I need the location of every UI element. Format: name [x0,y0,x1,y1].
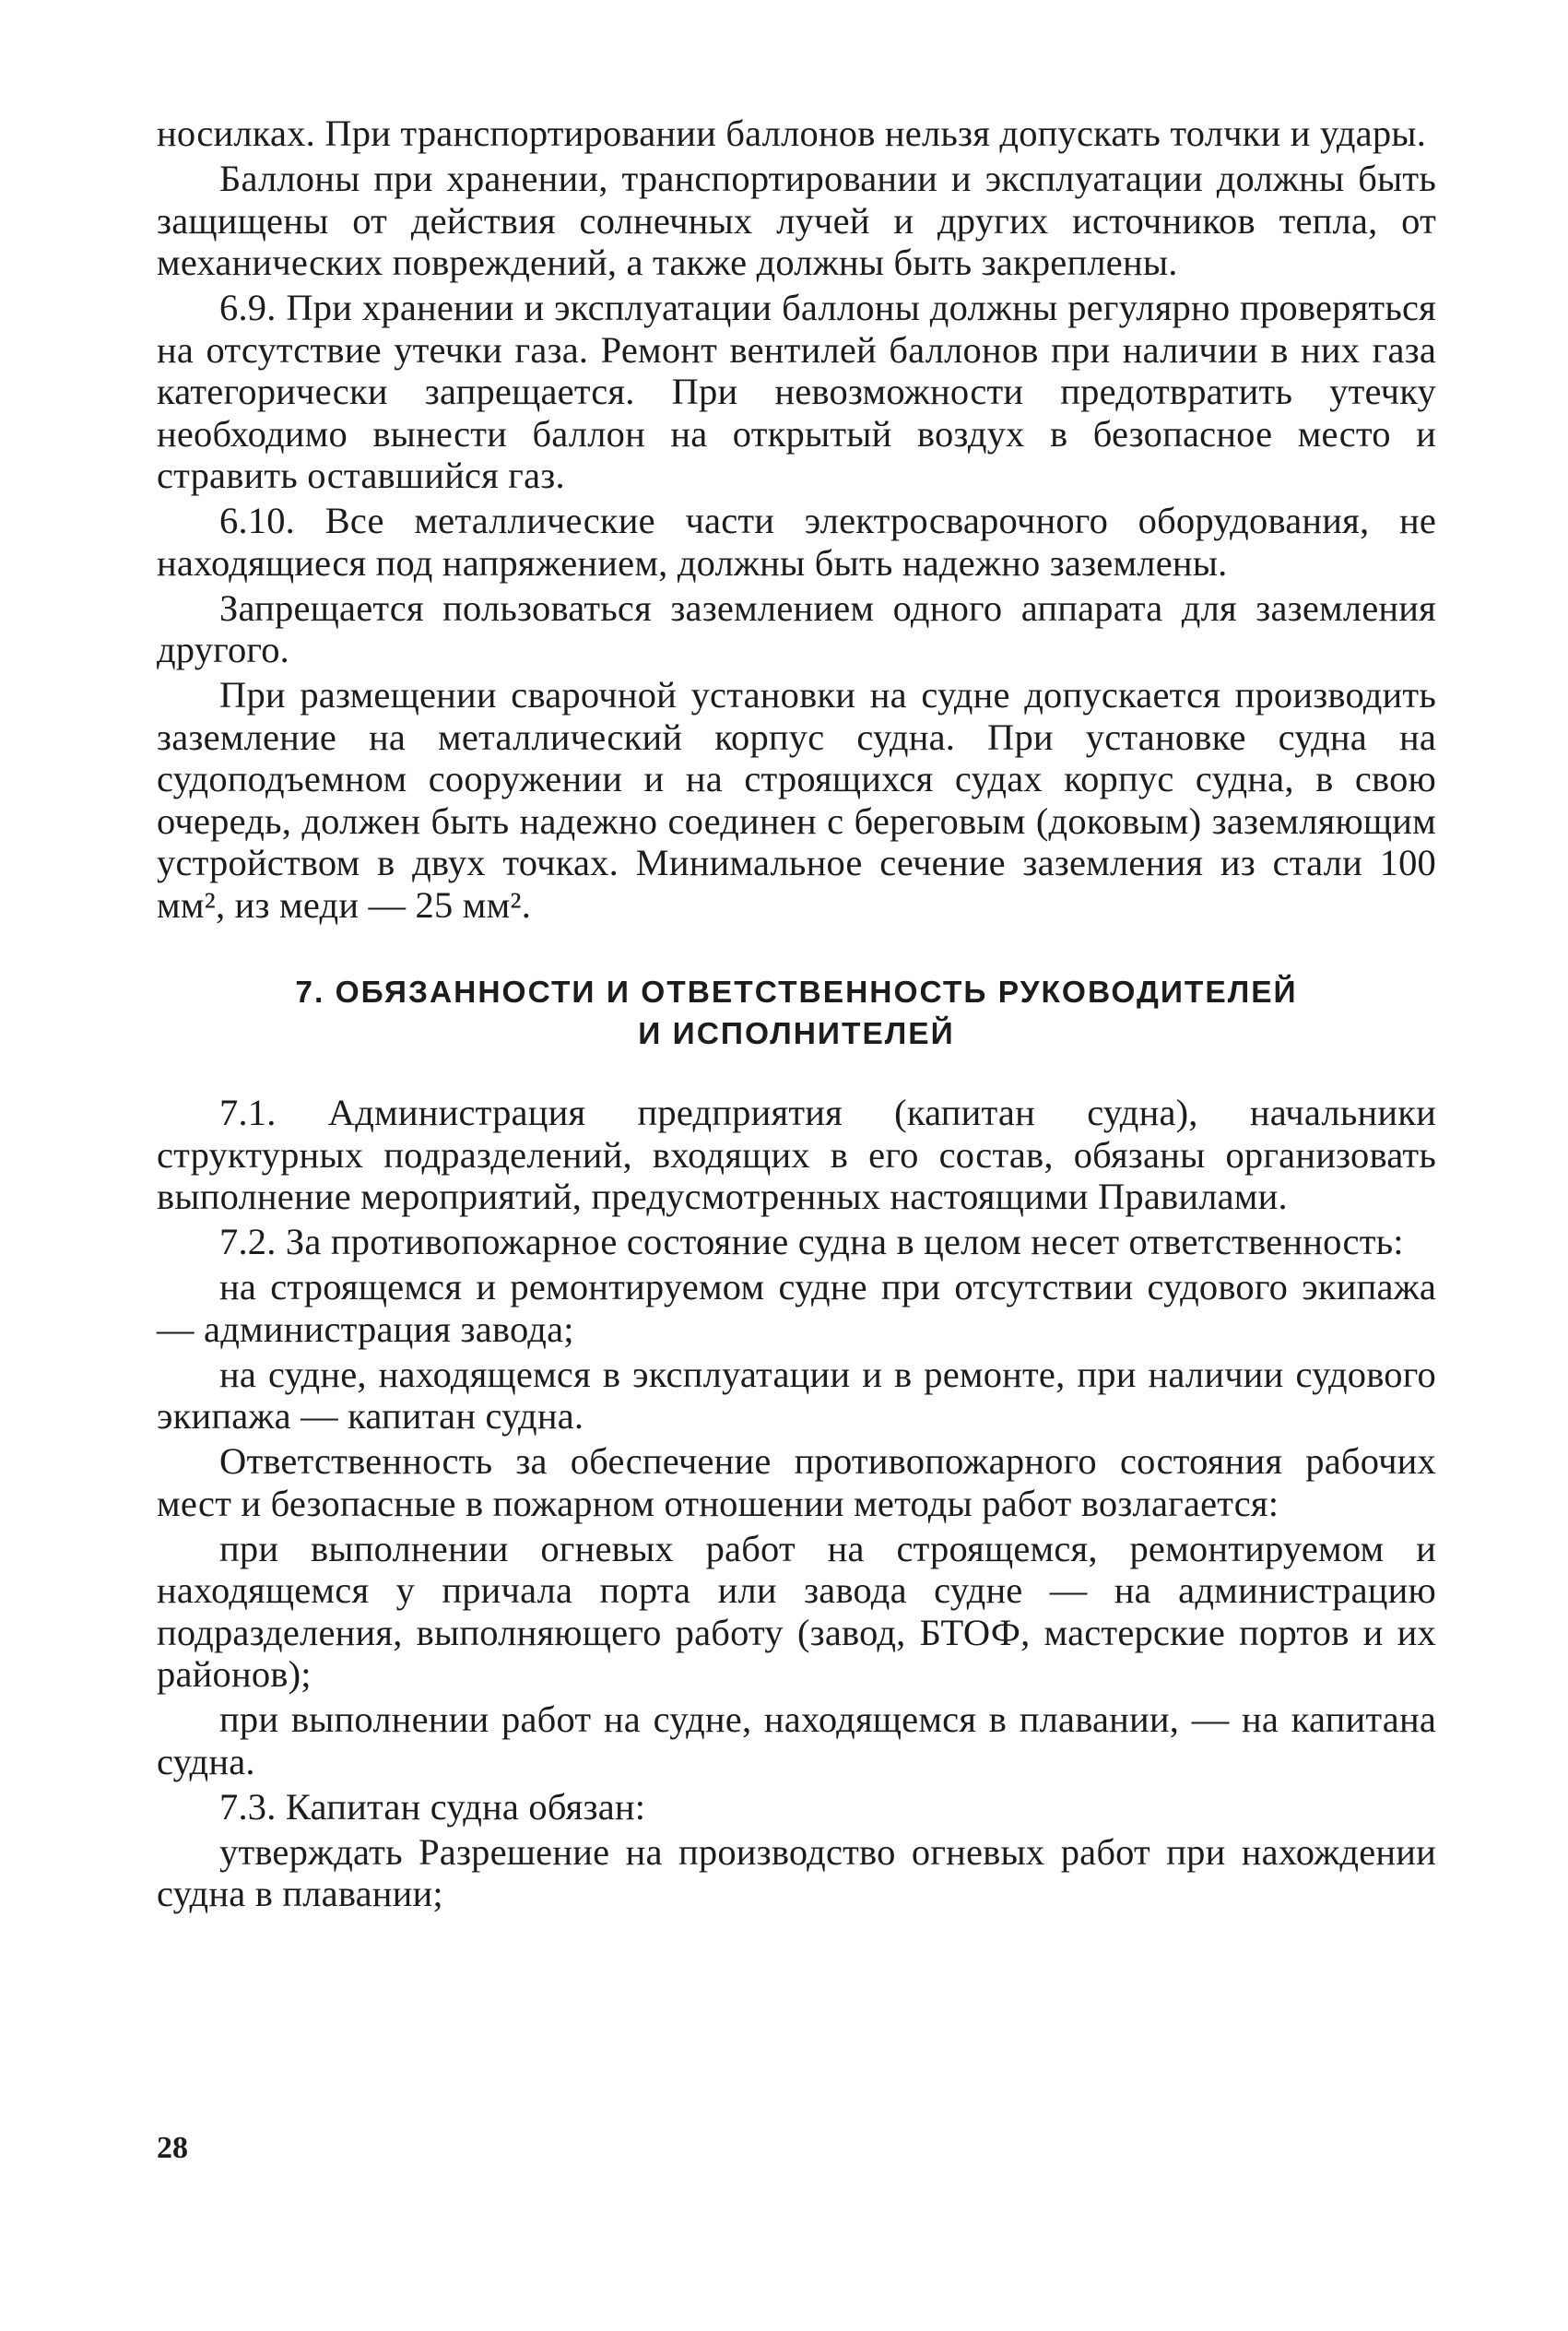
paragraph-grounding-prohibition: Запрещается пользоваться заземлением одного аппарата для заземления другого. [157,586,1436,670]
page-number: 28 [157,2131,188,2165]
paragraph-workplace-responsibility: Ответственность за обеспечение противопожарного состояния рабочих мест и безопасные в пожарном отношении методы работ возлагается: [157,1440,1436,1524]
body-text [157,112,1436,1918]
paragraph-7-2: 7.2. За противопожарное состояние судна в целом несет ответственность: [219,1221,1404,1262]
paragraph-work-at-sea: при выполнении работ на судне, находящемся в плавании, — на капитана судна. [157,1698,1436,1782]
paragraph-6-10: 6.10. Все металлические части электросварочного оборудования, не находящиеся под напряжением, должны быть надежно заземлены. [157,500,1436,584]
paragraph-in-operation: на судне, находящемся в эксплуатации и в ремонте, при наличии судового экипажа — капитан судна. [157,1353,1436,1437]
section-heading [157,972,1436,1055]
paragraph-grounding-ship-hull: При размещении сварочной установки на судне допускается производить заземление на металлический корпус судна. При установке судна на судоподъемном сооружении и на строящихся судах корпус судна, в свою очередь, должен быть надежно соединен с береговым (доковым) заземляющим устройством в двух точках. Минимальное сечение заземления из стали 100 мм², из меди — 25 мм². [157,674,1436,926]
section-heading-line-2: И ИСПОЛНИТЕЛЕЙ [638,1017,955,1051]
paragraph-approve-permit: утверждать Разрешение на производство огневых работ при нахождении судна в плавании; [157,1830,1436,1914]
section-heading-line-1: 7. ОБЯЗАННОСТИ И ОТВЕТСТВЕННОСТЬ РУКОВОДИТЕЛЕЙ [295,976,1298,1010]
paragraph-cylinders-protection: Баллоны при хранении, транспортировании и эксплуатации должны быть защищены от действия солнечных лучей и других источников тепла, от механических повреждений, а также должны быть закреплены. [157,158,1436,283]
paragraph-continuation: носилках. При транспортировании баллонов нельзя допускать толчки и удары. [157,112,1427,154]
paragraph-7-3: 7.3. Капитан судна обязан: [219,1785,646,1828]
paragraph-hot-work-at-berth: при выполнении огневых работ на строящемся, ремонтируемом и находящемся у причала порта или завода судне — на администрацию подразделения, выполняющего работу (завод, БТОФ, мастерские портов и их районов); [157,1527,1436,1695]
paragraph-under-construction: на строящемся и ремонтируемом судне при отсутствии судового экипажа — администрация завода; [157,1266,1436,1350]
paragraph-7-1: 7.1. Администрация предприятия (капитан судна), начальники структурных подразделений, входящих в его состав, обязаны организовать выполнение мероприятий, предусмотренных настоящими Правилами. [157,1092,1436,1217]
paragraph-6-9: 6.9. При хранении и эксплуатации баллоны должны регулярно проверяться на отсутствие утечки газа. Ремонт вентилей баллонов при наличии в них газа категорически запрещается. При невозможности предотвратить утечку необходимо вынести баллон на открытый воздух в безопасное место и стравить оставшийся газ. [157,287,1436,496]
